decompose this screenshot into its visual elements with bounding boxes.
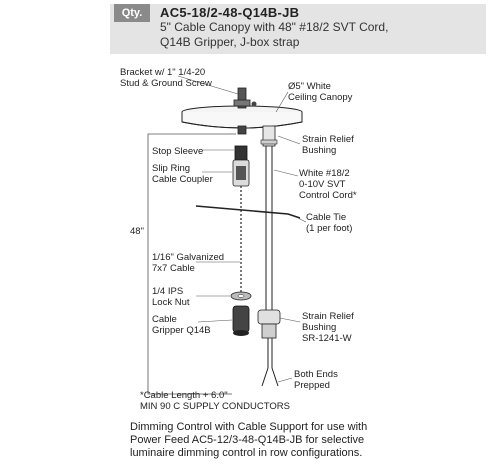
- bracket-label-1: Bracket w/ 1" 1/4-20: [120, 67, 206, 78]
- cable-gripper: [233, 306, 249, 332]
- lock-nut-label-2: Lock Nut: [152, 297, 190, 308]
- canopy-label-2: Ceiling Canopy: [288, 92, 353, 103]
- description-line-2: Q14B Gripper, J-box strap: [160, 35, 300, 49]
- description-line-1: 5" Cable Canopy with 48" #18/2 SVT Cord,: [160, 20, 389, 34]
- prepped-end-left: [262, 368, 268, 386]
- footer-description: [130, 421, 490, 460]
- gripper-label-1: Cable: [152, 314, 177, 325]
- cable-tie-label-2: (1 per foot): [306, 223, 353, 234]
- note-label-2: MIN 90 C SUPPLY CONDUCTORS: [140, 401, 290, 412]
- canopy-stud: [238, 126, 246, 134]
- footer-line-2: Power Feed AC5-12/3-48-Q14B-JB for selective: [130, 434, 365, 446]
- strain-relief-bottom-label-1: Strain Relief: [302, 311, 354, 322]
- cable-label-2: 7x7 Cable: [152, 263, 195, 274]
- both-ends-label-2: Prepped: [294, 380, 330, 391]
- cable-label-1: 1/16" Galvanized: [152, 252, 225, 263]
- strain-relief-bottom: [258, 310, 280, 324]
- cord-label-3: Control Cord*: [299, 190, 357, 201]
- strain-relief-bottom-label-2: Bushing: [302, 322, 337, 333]
- cord-label-2: 0-10V SVT: [299, 179, 346, 190]
- cable-tie: [196, 206, 300, 218]
- canopy-body: [182, 112, 302, 128]
- bracket-label-2: Stud & Ground Screw: [120, 78, 212, 89]
- cable-tie-label-1: Cable Tie: [306, 212, 347, 223]
- footer-line-1: Dimming Control with Cable Support for use with: [130, 421, 368, 433]
- lock-nut-label-1: 1/4 IPS: [152, 286, 184, 297]
- both-ends-label-1: Both Ends: [294, 369, 338, 380]
- stop-sleeve-label: Stop Sleeve: [152, 146, 204, 157]
- footer-line-3: luminaire dimming control in row configurations.: [130, 447, 363, 459]
- slip-ring-label-2: Cable Coupler: [152, 174, 213, 185]
- length-label: 48": [130, 226, 144, 237]
- strain-relief-bottom-label-3: SR-1241-W: [302, 333, 352, 344]
- note-label-1: *Cable Length + 6.0": [140, 390, 228, 401]
- prepped-end-right: [272, 368, 278, 386]
- gripper-label-2: Gripper Q14B: [152, 325, 211, 336]
- qty-label: Qty.: [114, 4, 150, 22]
- part-number: AC5-18/2-48-Q14B-JB: [160, 5, 300, 20]
- strain-relief-top-label-1: Strain Relief: [302, 134, 354, 145]
- canopy-label-1: Ø5" White: [288, 81, 331, 92]
- cord-label-1: White #18/2: [299, 168, 350, 179]
- slip-ring-label-1: Slip Ring: [152, 163, 191, 174]
- stop-sleeve: [235, 146, 247, 160]
- strain-relief-top-label-2: Bushing: [302, 145, 337, 156]
